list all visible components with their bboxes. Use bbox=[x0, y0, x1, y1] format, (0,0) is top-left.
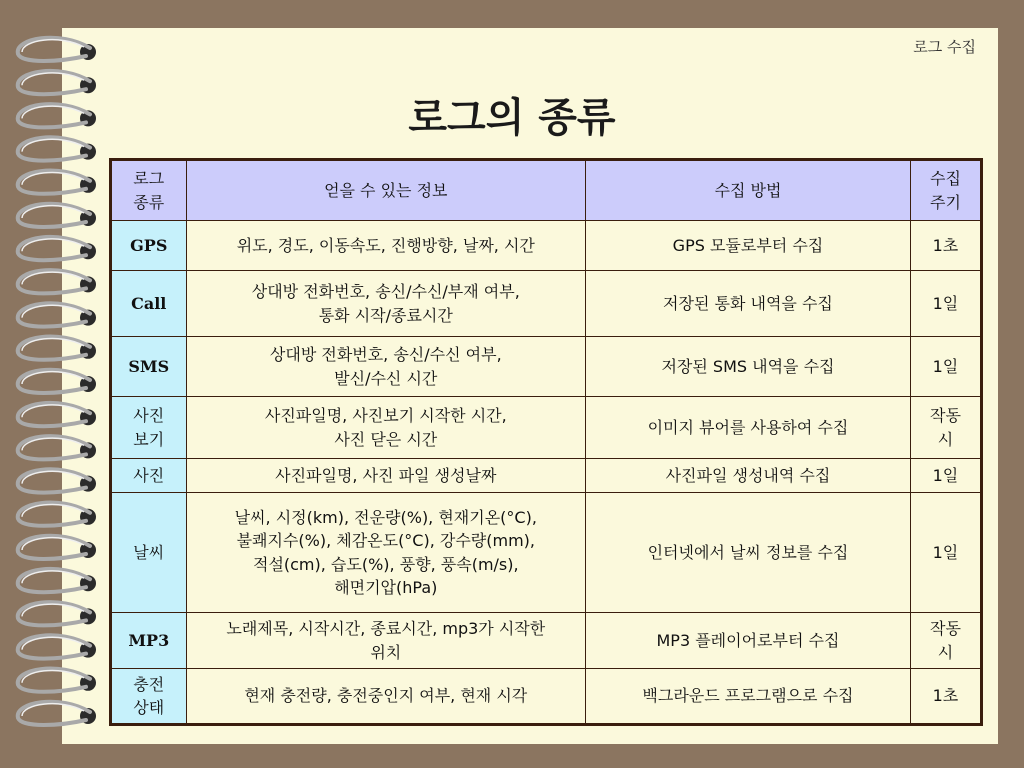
log-type-cell: MP3 bbox=[111, 613, 187, 669]
period-cell: 작동 시 bbox=[910, 397, 981, 459]
header-label: 로그 수집 bbox=[913, 38, 976, 56]
spiral-ring-icon bbox=[18, 270, 90, 293]
period-cell: 1일 bbox=[910, 493, 981, 613]
table-row bbox=[111, 459, 982, 493]
info-cell: 사진파일명, 사진 파일 생성날짜 bbox=[186, 459, 586, 493]
spiral-ring-icon bbox=[18, 602, 90, 625]
spiral-ring-icon bbox=[18, 171, 90, 194]
table-row bbox=[111, 669, 982, 725]
col-header-type-text: 로그 종류 bbox=[133, 169, 165, 212]
period-cell: 1일 bbox=[910, 271, 981, 337]
table-header-row bbox=[111, 160, 982, 221]
col-header-method: 수집 방법 bbox=[586, 160, 911, 221]
log-type-cell: 사진 보기 bbox=[111, 397, 187, 459]
period-cell: 1일 bbox=[910, 337, 981, 397]
log-types-table bbox=[109, 158, 983, 726]
spiral-ring-icon bbox=[18, 204, 90, 227]
info-cell: 상대방 전화번호, 송신/수신/부재 여부, 통화 시작/종료시간 bbox=[186, 271, 586, 337]
method-cell: MP3 플레이어로부터 수집 bbox=[586, 613, 911, 669]
spiral-ring-icon bbox=[18, 569, 90, 592]
spiral-ring-icon bbox=[18, 702, 90, 725]
log-type-cell: Call bbox=[111, 271, 187, 337]
spiral-ring-icon bbox=[18, 469, 90, 492]
spiral-ring-icon bbox=[18, 237, 90, 260]
table-row bbox=[111, 493, 982, 613]
col-header-type bbox=[111, 160, 187, 221]
method-cell: 인터넷에서 날씨 정보를 수집 bbox=[586, 493, 911, 613]
table-row bbox=[111, 613, 982, 669]
info-cell: 날씨, 시정(km), 전운량(%), 현재기온(°C), 불쾌지수(%), 체감온도(°C), 강수량(mm), 적설(cm), 습도(%), 풍향, 풍속(m/s), 해면기압(hPa) bbox=[186, 493, 586, 613]
method-cell: 이미지 뷰어를 사용하여 수집 bbox=[586, 397, 911, 459]
log-type-cell: 날씨 bbox=[111, 493, 187, 613]
info-cell: 위도, 경도, 이동속도, 진행방향, 날짜, 시간 bbox=[186, 221, 586, 271]
col-header-period bbox=[910, 160, 981, 221]
log-type-cell: 충전 상태 bbox=[111, 669, 187, 725]
info-cell: 상대방 전화번호, 송신/수신 여부, 발신/수신 시간 bbox=[186, 337, 586, 397]
table-row bbox=[111, 221, 982, 271]
period-cell: 1일 bbox=[910, 459, 981, 493]
info-cell: 노래제목, 시작시간, 종료시간, mp3가 시작한 위치 bbox=[186, 613, 586, 669]
method-cell: 저장된 SMS 내역을 수집 bbox=[586, 337, 911, 397]
log-type-cell: SMS bbox=[111, 337, 187, 397]
spiral-ring-icon bbox=[18, 403, 90, 426]
spiral-ring-icon bbox=[18, 370, 90, 393]
spiral-ring-icon bbox=[18, 536, 90, 559]
spiral-ring-icon bbox=[18, 303, 90, 326]
spiral-ring-icon bbox=[18, 38, 90, 61]
method-cell: 사진파일 생성내역 수집 bbox=[586, 459, 911, 493]
col-header-info: 얻을 수 있는 정보 bbox=[186, 160, 586, 221]
method-cell: GPS 모듈로부터 수집 bbox=[586, 221, 911, 271]
spiral-ring-icon bbox=[18, 337, 90, 360]
method-cell: 저장된 통화 내역을 수집 bbox=[586, 271, 911, 337]
col-header-period-text: 수집 주기 bbox=[929, 169, 961, 212]
spiral-ring-icon bbox=[18, 669, 90, 692]
period-cell: 작동 시 bbox=[910, 613, 981, 669]
table-row bbox=[111, 271, 982, 337]
spiral-ring-icon bbox=[18, 635, 90, 658]
log-type-cell: GPS bbox=[111, 221, 187, 271]
table-row bbox=[111, 337, 982, 397]
period-cell: 1초 bbox=[910, 221, 981, 271]
table-row bbox=[111, 397, 982, 459]
page-title: 로그의 종류 bbox=[408, 95, 616, 141]
spiral-ring-icon bbox=[18, 503, 90, 526]
info-cell: 현재 충전량, 충전중인지 여부, 현재 시각 bbox=[186, 669, 586, 725]
spiral-ring-icon bbox=[18, 436, 90, 459]
period-cell: 1초 bbox=[910, 669, 981, 725]
log-type-cell: 사진 bbox=[111, 459, 187, 493]
method-cell: 백그라운드 프로그램으로 수집 bbox=[586, 669, 911, 725]
info-cell: 사진파일명, 사진보기 시작한 시간, 사진 닫은 시간 bbox=[186, 397, 586, 459]
